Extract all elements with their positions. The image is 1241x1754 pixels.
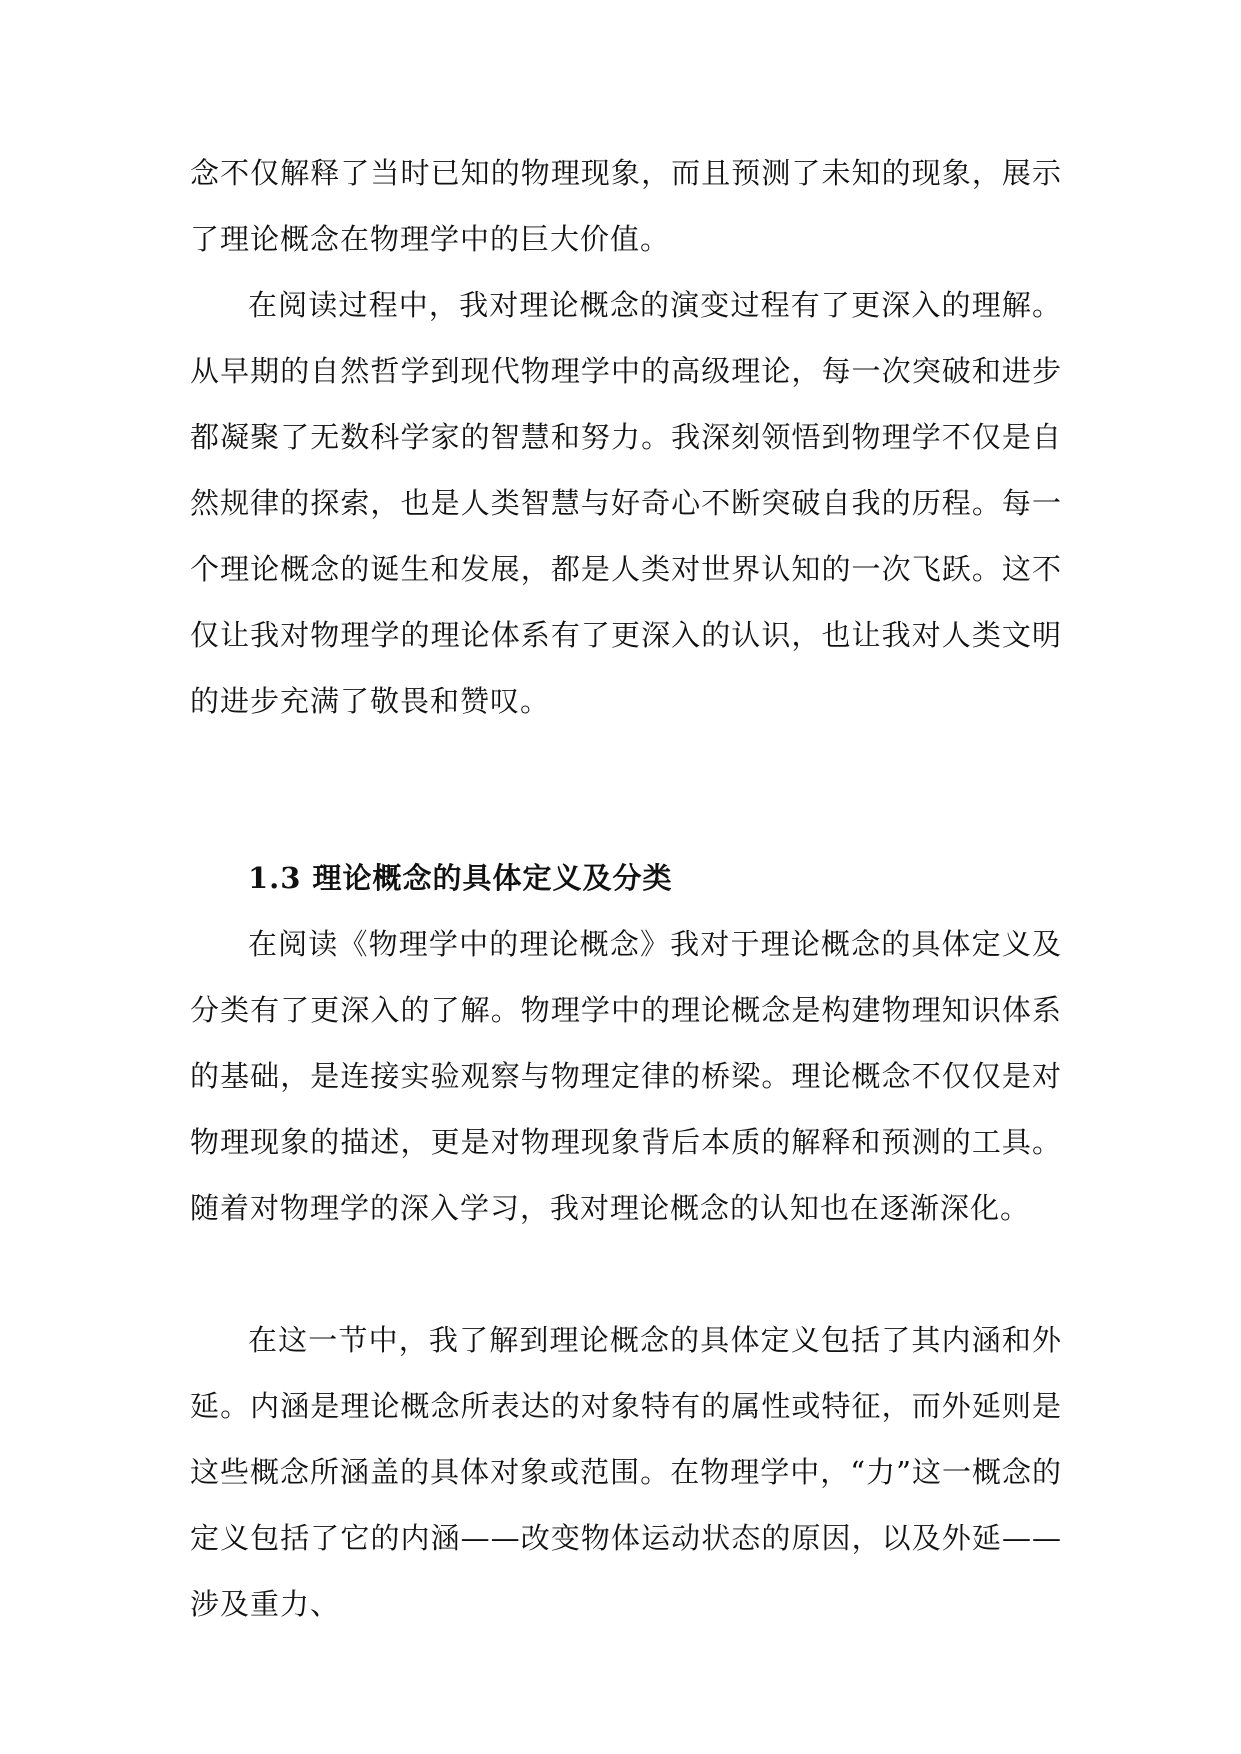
paragraph-evolution-of-concepts: 在阅读过程中，我对理论概念的演变过程有了更深入的理解。从早期的自然哲学到现代物理学中的高级理论，每一次突破和进步都凝聚了无数科学家的智慧和努力。我深刻领悟到物理学不仅是自然规律的探索，也是人类智慧与好奇心不断突破自我的历程。每一个理论概念的诞生和发展，都是人类对世界认知的一次飞跃。这不仅让我对物理学的理论体系有了更深入的认识，也让我对人类文明的进步充满了敬畏和赞叹。 xyxy=(190,288,1062,718)
paragraph-definition-and-classification: 在阅读《物理学中的理论概念》我对于理论概念的具体定义及分类有了更深入的了解。物理学中的理论概念是构建物理知识体系的基础，是连接实验观察与物理定律的桥梁。理论概念不仅仅是对物理现象的描述，更是对物理现象背后本质的解释和预测的工具。随着对物理学的深入学习，我对理论概念的认知也在逐渐深化。 xyxy=(190,927,1062,1225)
paragraph-continuation: 念不仅解释了当时已知的物理现象，而且预测了未知的现象，展示了理论概念在物理学中的巨大价值。 xyxy=(190,156,1062,256)
paragraph-connotation-and-denotation: 在这一节中，我了解到理论概念的具体定义包括了其内涵和外延。内涵是理论概念所表达的对象特有的属性或特征，而外延则是这些概念所涵盖的具体对象或范围。在物理学中，“力”这一概念的定义包括了它的内涵——改变物体运动状态的原因，以及外延——涉及重力、 xyxy=(190,1323,1062,1621)
section-heading: 1.3 理论概念的具体定义及分类 xyxy=(248,861,673,895)
